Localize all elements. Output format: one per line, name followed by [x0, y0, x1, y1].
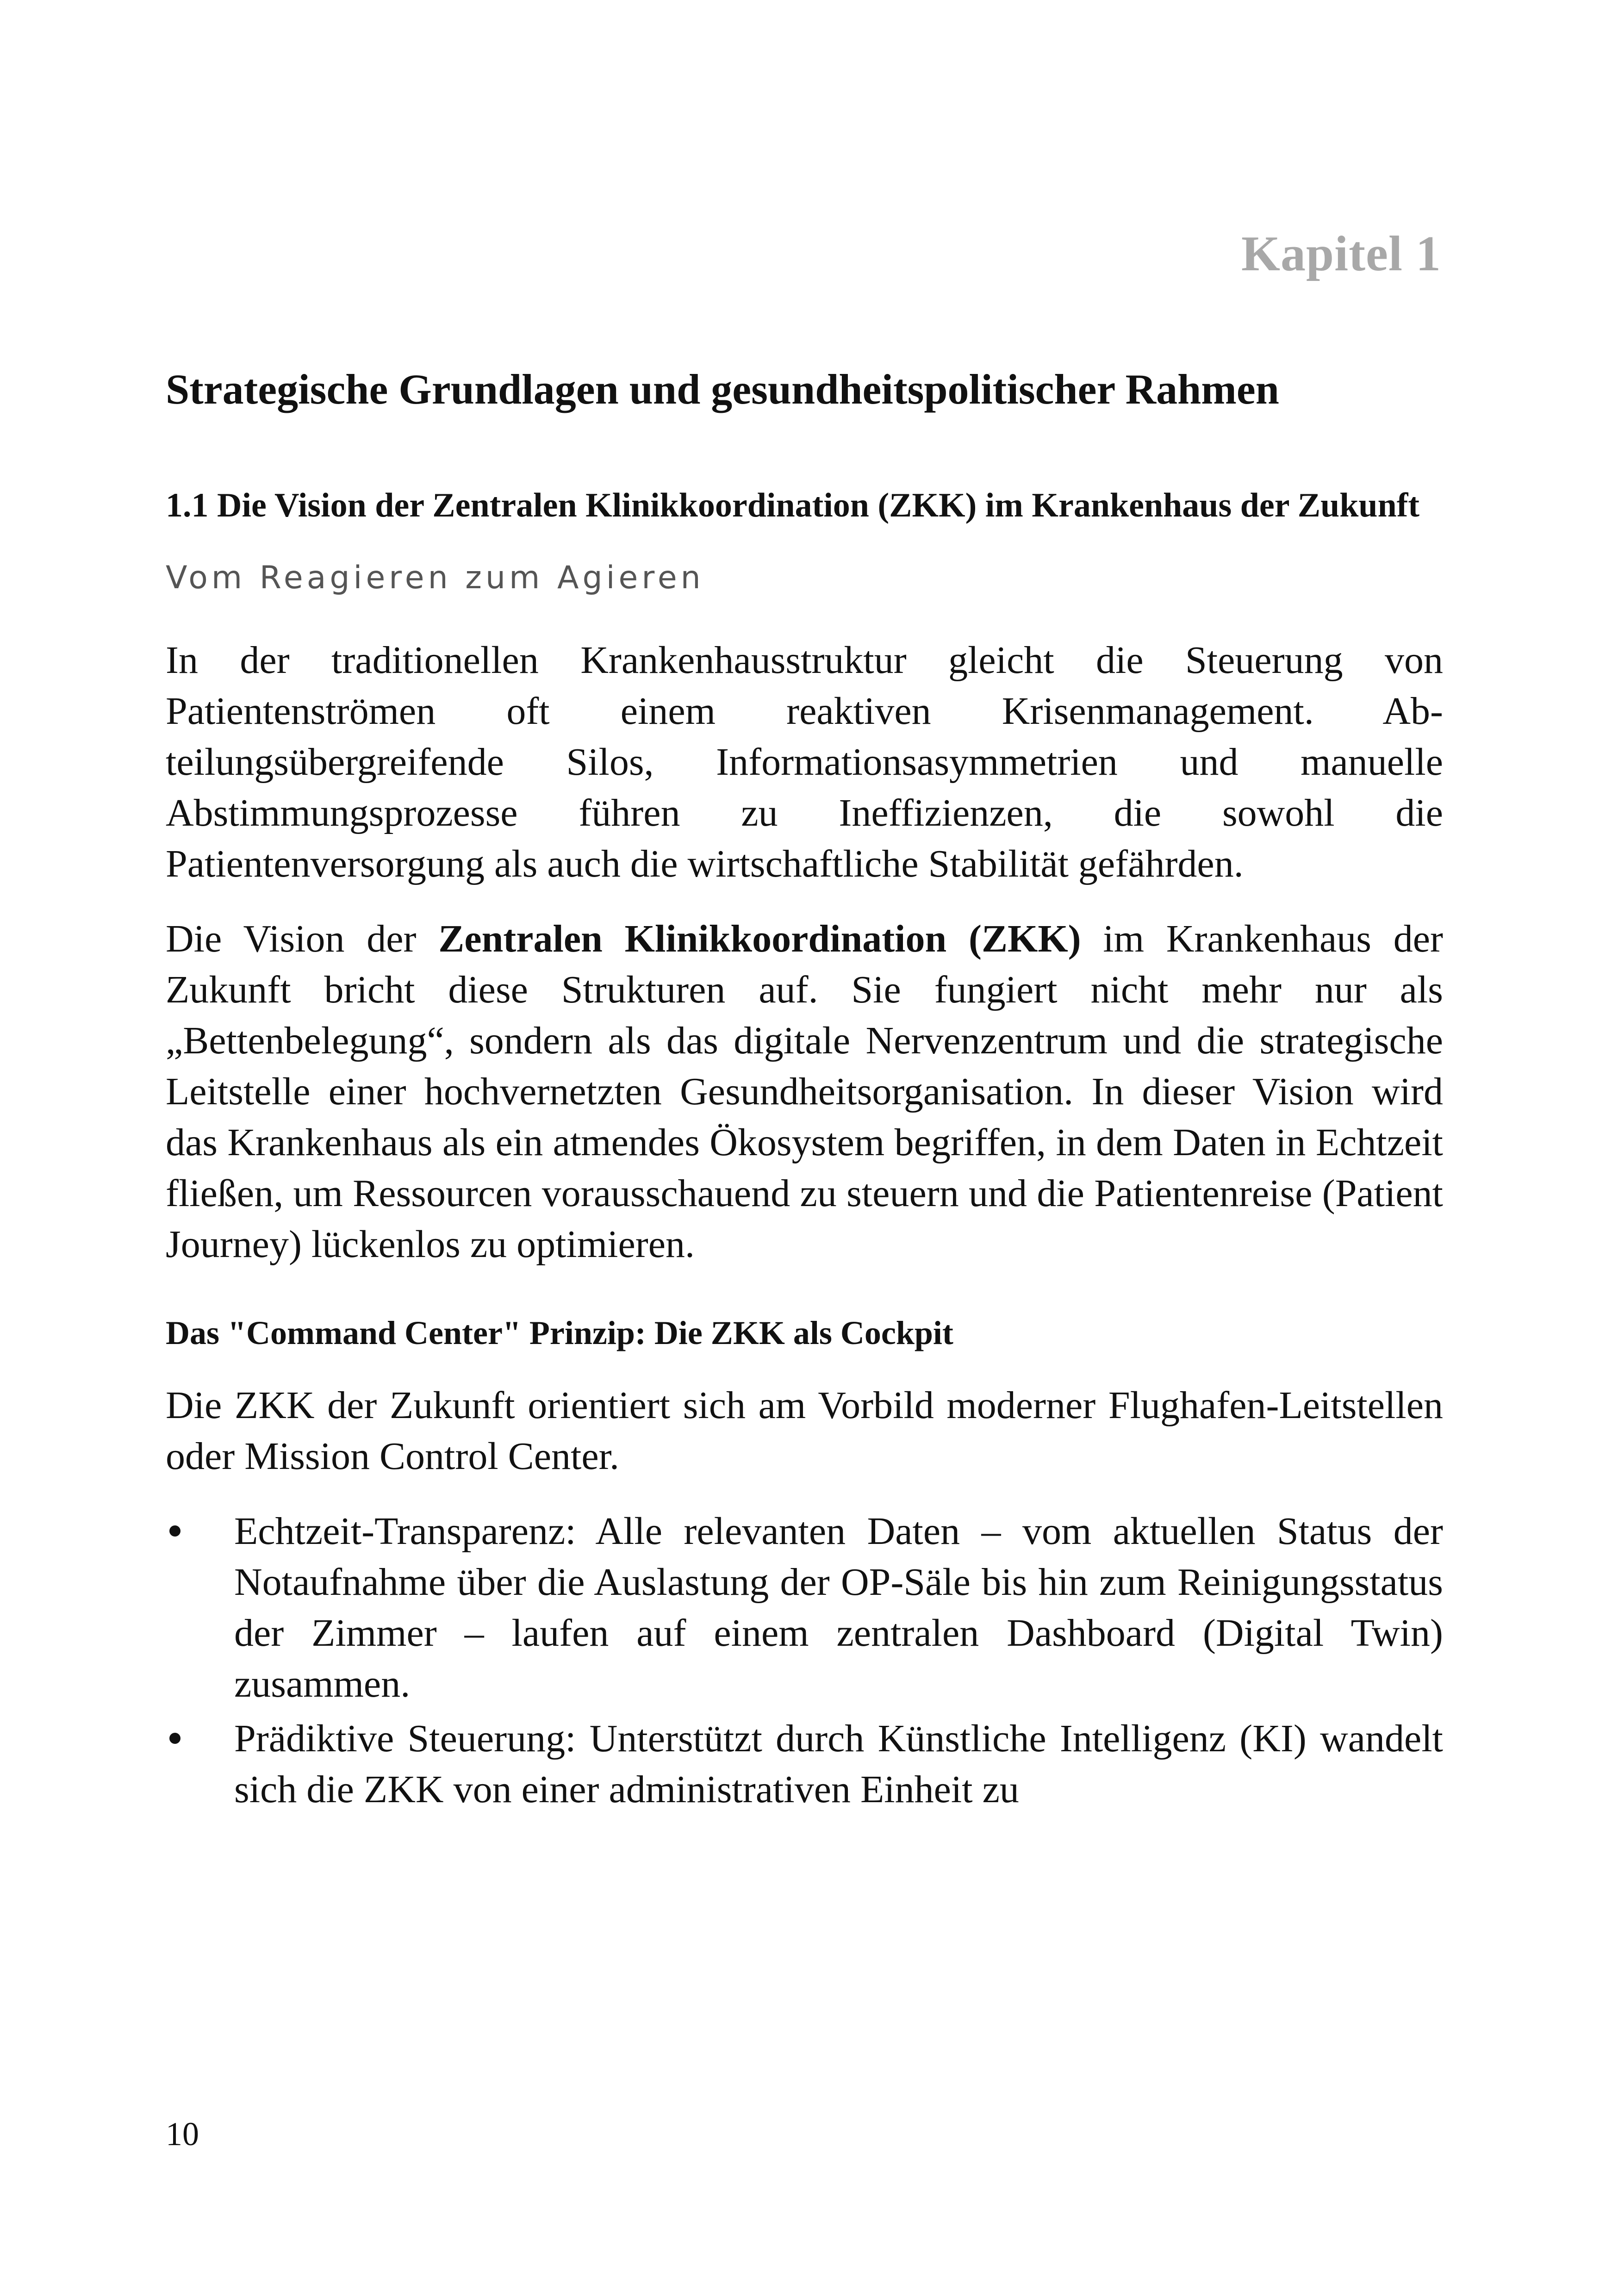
paragraph-2-bold-term: Zentralen Klinikkoordination (ZKK) — [438, 917, 1081, 960]
subsection-lead: Vom Reagieren zum Agieren — [166, 560, 704, 596]
paragraph-2 — [166, 914, 1443, 1270]
chapter-label: Kapitel 1 — [1241, 226, 1441, 281]
bullet-dot-icon — [169, 1525, 180, 1537]
bullet-list — [166, 1506, 1443, 1815]
bullet-dot-icon — [169, 1733, 180, 1744]
bullet-text: Prädiktive Steuerung: Unterstützt durch Künstliche Intelligenz (KI) wandelt sich die ZKK von einer administrativen Einheit zu — [234, 1717, 1443, 1811]
paragraph-2-after: im Krankenhaus der Zukunft bricht diese Strukturen auf. Sie fungiert nicht mehr nur als „Bettenbelegung“, sondern als das digitale Nervenzentrum und die strategische Leitstelle einer hochvernetzten Gesundheitsorganisation. In dieser Vision wird das Krankenhaus als ein atmendes Ökosystem begriffen, in dem Daten in Echtzeit fließen, um Ressourcen vorausschauend zu steuern und die Patientenreise (Patient Journey) lückenlos zu optimieren. — [166, 917, 1443, 1266]
paragraph-1: In der traditionellen Krankenhausstruktur gleicht die Steuerung von Patientenströmen oft einem reaktiven Krisenmanagement. Abteilungsübergreifende Silos, Informationsasymmetrien und manuelle Abstimmungsprozesse führen zu Ineffizienzen, die sowohl die Patientenversorgung als auch die wirtschaftliche Stabilität gefährden. — [166, 639, 1443, 885]
list-item — [166, 1506, 1443, 1710]
paragraph-3: Die ZKK der Zukunft orientiert sich am Vorbild moderner Flughafen-Leitstellen oder Mission Control Center. — [166, 1384, 1443, 1478]
page-number: 10 — [166, 2116, 199, 2153]
paragraph-2-before: Die Vision der — [166, 917, 439, 960]
bullet-text: Echtzeit-Transparenz: Alle relevanten Daten – vom aktuellen Status der Notaufnahme über die Auslastung der OP-Säle bis hin zum Reinigungsstatus der Zimmer – laufen auf einem zentralen Dashboard (Digital Twin) zusammen. — [234, 1510, 1443, 1705]
subheading-command-center: Das "Command Center" Prinzip: Die ZKK als Cockpit — [166, 1314, 953, 1351]
list-item — [166, 1713, 1443, 1815]
chapter-title: Strategische Grundlagen und gesundheitspolitischer Rahmen — [166, 366, 1279, 413]
page-content — [166, 361, 1443, 1819]
section-title: 1.1 Die Vision der Zentralen Klinikkoordination (ZKK) im Krankenhaus der Zukunft — [166, 486, 1420, 524]
